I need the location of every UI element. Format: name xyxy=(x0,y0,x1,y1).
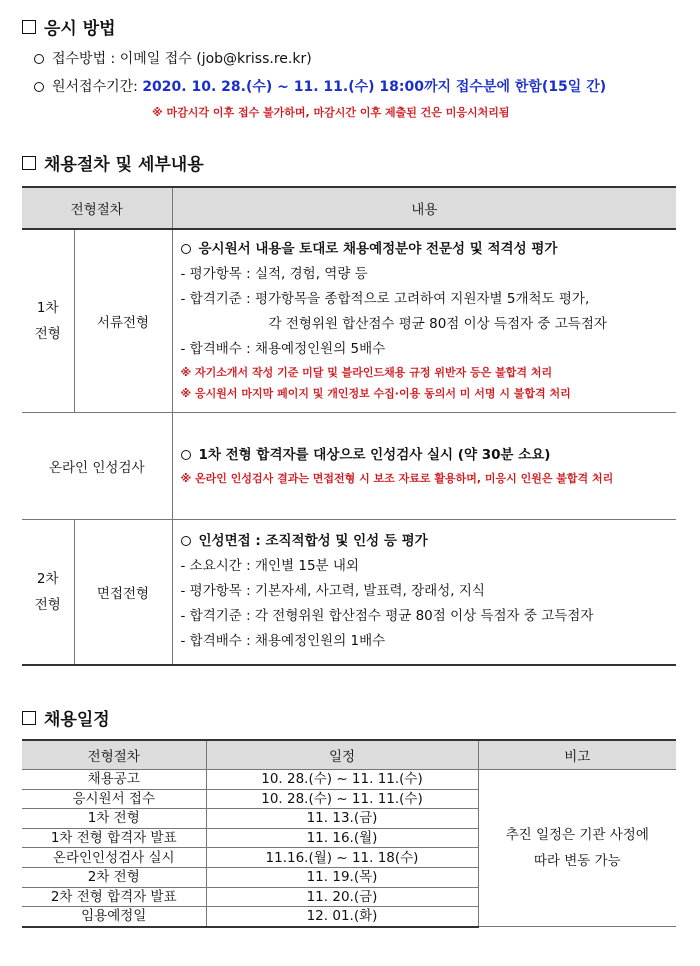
apply-period-value: 2020. 10. 28.(수) ~ 11. 11.(수) 18:00까지 접수분에 한함(15일 간) xyxy=(142,79,607,95)
section-title-procedure: 채용절차 및 세부내용 xyxy=(22,150,204,175)
circle-bullet-icon xyxy=(34,54,44,64)
circle-bullet-icon xyxy=(181,536,191,546)
circle-bullet-icon xyxy=(34,82,44,92)
section-title-schedule: 채용일정 xyxy=(22,705,110,730)
online-row xyxy=(22,412,676,519)
table-row: 2차 전형 11. 19.(목) xyxy=(22,867,676,887)
checkbox-square-icon xyxy=(22,711,36,725)
checkbox-square-icon xyxy=(22,20,36,34)
stage1-row xyxy=(22,229,676,412)
table-row: 1차 전형 합격자 발표 11. 16.(월) xyxy=(22,828,676,848)
table-row: 응시원서 접수 10. 28.(수) ~ 11. 11.(수) xyxy=(22,789,676,809)
header-stage: 전형절차 xyxy=(22,187,172,229)
procedure-table xyxy=(22,186,676,666)
schedule-note: 추진 일정은 기관 사정에 따라 변동 가능 xyxy=(478,770,676,927)
table-row: 온라인인성검사 실시 11.16.(월) ~ 11. 18(수) xyxy=(22,848,676,868)
table-row: 1차 전형 11. 13.(금) xyxy=(22,809,676,829)
schedule-table xyxy=(22,739,676,928)
schedule-header-stage: 전형절차 xyxy=(22,740,206,770)
stage1-round: 1차 전형 xyxy=(22,229,74,412)
stage2-row xyxy=(22,519,676,665)
schedule-header-note: 비고 xyxy=(478,740,676,770)
table-row: 채용공고 10. 28.(수) ~ 11. 11.(수) 추진 일정은 기관 사정에 따라 변동 가능 xyxy=(22,770,676,790)
stage1-content: 응시원서 내용을 토대로 채용예정분야 전문성 및 적격성 평가 - 평가항목 : 실적, 경험, 역량 등 - 합격기준 : 평가항목을 종합적으로 고려하여 지원자별 5개척도 평가, 각 전형위원 합산점수 평균 80점 이상 득점자 중 고득점자 - 합격배수 : 채용예정인원의 5배수 ※ 자기소개서 작성 기준 미달 및 블라인드채용 규정 위반자 등은 불합격 처리 ※ 응시원서 마지막 페이지 및 개인정보 수집·이용 동의서 미 서명 시 불합격 처리 xyxy=(172,229,676,412)
checkbox-square-icon xyxy=(22,156,36,170)
online-name: 온라인 인성검사 xyxy=(22,412,172,519)
table-row: 임용예정일 12. 01.(화) xyxy=(22,907,676,927)
schedule-header-date: 일정 xyxy=(206,740,478,770)
circle-bullet-icon xyxy=(181,244,191,254)
circle-bullet-icon xyxy=(181,450,191,460)
apply-period-line: 원서접수기간: 2020. 10. 28.(수) ~ 11. 11.(수) 18:00까지 접수분에 한함(15일 간) xyxy=(34,76,606,96)
stage2-name: 면접전형 xyxy=(74,519,172,665)
stage2-content: 인성면접 : 조직적합성 및 인성 등 평가 - 소요시간 : 개인별 15분 내외 - 평가항목 : 기본자세, 사고력, 발표력, 장래성, 지식 - 합격기준 : 각 전형위원 합산점수 평균 80점 이상 득점자 중 고득점자 - 합격배수 : 채용예정인원의 1배수 xyxy=(172,519,676,665)
header-content: 내용 xyxy=(172,187,676,229)
apply-method-line: 접수방법 : 이메일 접수 (job@kriss.re.kr) xyxy=(34,48,312,68)
online-content: 1차 전형 합격자를 대상으로 인성검사 실시 (약 30분 소요) ※ 온라인 인성검사 결과는 면접전형 시 보조 자료로 활용하며, 미응시 인원은 불합격 처리 xyxy=(172,412,676,519)
table-row: 2차 전형 합격자 발표 11. 20.(금) xyxy=(22,887,676,907)
stage1-name: 서류전형 xyxy=(74,229,172,412)
section-title-apply: 응시 방법 xyxy=(22,14,116,39)
stage2-round: 2차 전형 xyxy=(22,519,74,665)
apply-notice: ※ 마감시각 이후 접수 불가하며, 마감시간 이후 제출된 건은 미응시처리됨 xyxy=(152,106,510,119)
